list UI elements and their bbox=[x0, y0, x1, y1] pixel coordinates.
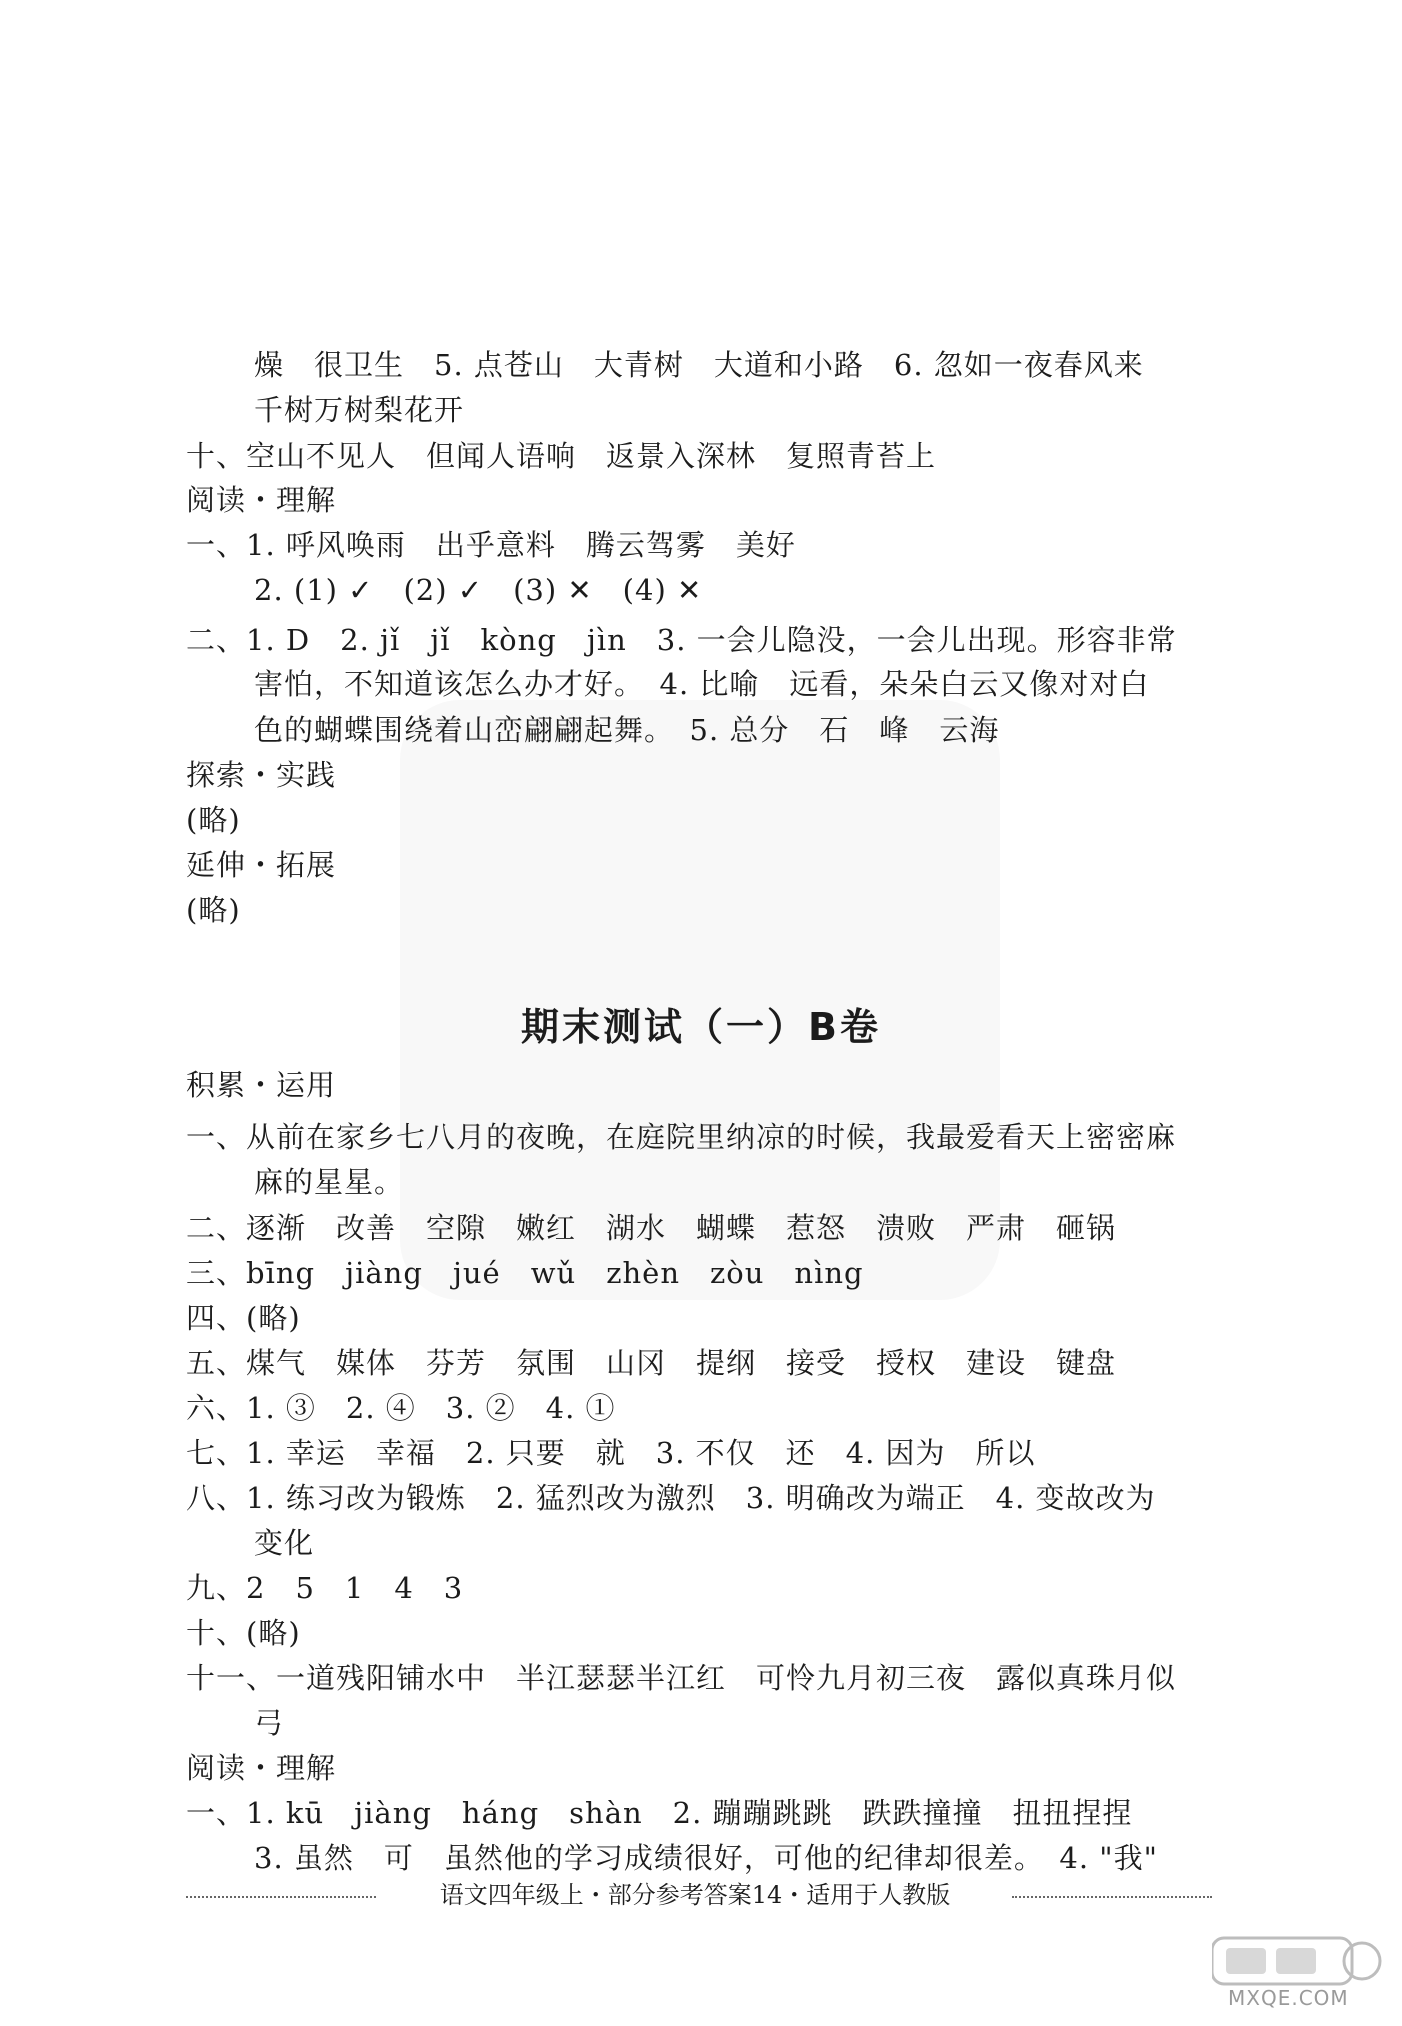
text-line: 2. (1) ✓ (2) ✓ (3) ✕ (4) ✕ bbox=[254, 573, 703, 607]
text-line: 十一、一道残阳铺水中 半江瑟瑟半江红 可怜九月初三夜 露似真珠月似 bbox=[186, 1661, 1177, 1695]
text-line: 八、1. 练习改为锻炼 2. 猛烈改为激烈 3. 明确改为端正 4. 变故改为 bbox=[186, 1481, 1156, 1515]
section-label: 阅读・理解 bbox=[186, 1751, 337, 1785]
text-line: 害怕，不知道该怎么办才好。 4. 比喻 远看，朵朵白云又像对对白 bbox=[254, 667, 1150, 701]
text-line: 变化 bbox=[254, 1526, 315, 1560]
footer-text: 语文四年级上・部分参考答案14・适用于人教版 bbox=[439, 1881, 951, 1909]
page-footer bbox=[0, 1878, 1402, 1912]
text-line: 二、逐渐 改善 空隙 嫩红 湖水 蝴蝶 惹怒 溃败 严肃 砸锅 bbox=[186, 1211, 1117, 1245]
text-line: 千树万树梨花开 bbox=[254, 393, 465, 427]
text-line: 一、1. kū jiàng háng shàn 2. 蹦蹦跳跳 跌跌撞撞 扭扭捏捏 bbox=[186, 1796, 1133, 1830]
text-line: 弓 bbox=[254, 1706, 285, 1740]
text-line: 色的蝴蝶围绕着山峦翩翩起舞。 5. 总分 石 峰 云海 bbox=[254, 713, 1000, 747]
section-label: 延伸・拓展 bbox=[186, 848, 337, 882]
text-line: 一、1. 呼风唤雨 出乎意料 腾云驾雾 美好 bbox=[186, 528, 796, 562]
text-line: 二、1. D 2. jǐ jǐ kòng jìn 3. 一会儿隐没，一会儿出现。形容非常 bbox=[186, 623, 1177, 657]
text-line: 麻的星星。 bbox=[254, 1165, 405, 1199]
text-line: 三、bīng jiàng jué wǔ zhèn zòu nìng bbox=[186, 1256, 864, 1290]
text-line: 一、从前在家乡七八月的夜晚，在庭院里纳凉的时候，我最爱看天上密密麻 bbox=[186, 1120, 1177, 1154]
section-label: 积累・运用 bbox=[186, 1068, 337, 1102]
text-line: 六、1. ③ 2. ④ 3. ② 4. ① bbox=[186, 1391, 616, 1425]
text-line: (略) bbox=[186, 893, 241, 927]
text-line: 五、煤气 媒体 芬芳 氛围 山冈 提纲 接受 授权 建设 键盘 bbox=[186, 1346, 1117, 1380]
text-line: 十、空山不见人 但闻人语响 返景入深林 复照青苔上 bbox=[186, 439, 937, 473]
text-line: 七、1. 幸运 幸福 2. 只要 就 3. 不仅 还 4. 因为 所以 bbox=[186, 1436, 1036, 1470]
text-line: 3. 虽然 可 虽然他的学习成绩很好，可他的纪律却很差。 4. "我" bbox=[254, 1838, 1158, 1878]
text-line: 十、(略) bbox=[186, 1616, 301, 1650]
section-title: 期末测试（一）B卷 bbox=[521, 1005, 881, 1049]
footer-divider-right bbox=[1012, 1896, 1212, 1898]
section-label: 阅读・理解 bbox=[186, 483, 337, 517]
footer-divider-left bbox=[186, 1896, 376, 1898]
logo-text: MXQE.COM bbox=[1228, 1986, 1349, 2010]
section-label: 探索・实践 bbox=[186, 758, 337, 792]
text-line: (略) bbox=[186, 803, 241, 837]
text-line: 四、(略) bbox=[186, 1301, 301, 1335]
text-line: 燥 很卫生 5. 点苍山 大青树 大道和小路 6. 忽如一夜春风来 bbox=[254, 348, 1144, 382]
text-line: 九、2 5 1 4 3 bbox=[186, 1571, 464, 1605]
